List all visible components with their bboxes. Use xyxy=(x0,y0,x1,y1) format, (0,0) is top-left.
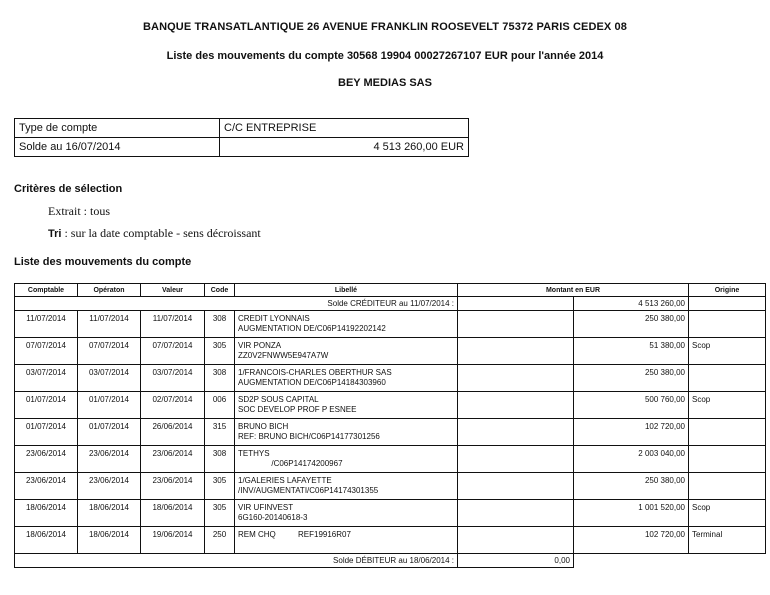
op-code: 315 xyxy=(205,419,235,446)
date-comptable: 23/06/2014 xyxy=(15,446,78,473)
libelle-line-2: /INV/AUGMENTATI/C06P14174301355 xyxy=(238,486,379,495)
opening-balance-row xyxy=(15,297,766,311)
libelle-line-1: CREDIT LYONNAIS xyxy=(238,314,310,323)
date-operation: 11/07/2014 xyxy=(78,311,141,338)
libelle-cell xyxy=(235,527,458,554)
account-info-table xyxy=(14,118,469,157)
account-type-row xyxy=(15,119,469,138)
sort-label: Tri xyxy=(48,228,62,240)
libelle-cell xyxy=(235,311,458,338)
amount-debit xyxy=(458,365,574,392)
criteria-extract: Extrait : tous xyxy=(48,204,110,218)
date-comptable: 03/07/2014 xyxy=(15,365,78,392)
origine-cell: Scop xyxy=(689,500,766,527)
table-header-row xyxy=(15,284,766,297)
table-row xyxy=(15,473,766,500)
libelle-line-1: 1/GALERIES LAFAYETTE xyxy=(238,476,332,485)
date-operation: 01/07/2014 xyxy=(78,419,141,446)
table-row xyxy=(15,500,766,527)
libelle-line-1: BRUNO BICH xyxy=(238,422,289,431)
op-code: 305 xyxy=(205,473,235,500)
date-operation: 18/06/2014 xyxy=(78,500,141,527)
op-code: 305 xyxy=(205,500,235,527)
company-name: BEY MEDIAS SAS xyxy=(338,77,432,89)
date-operation: 23/06/2014 xyxy=(78,446,141,473)
op-code: 305 xyxy=(205,338,235,365)
libelle-line-1: VIR UFINVEST xyxy=(238,503,294,512)
libelle-line-2: AUGMENTATION DE/C06P14192202142 xyxy=(238,324,386,333)
libelle-line-1: REM CHQ REF19916R07 xyxy=(238,530,351,539)
table-row xyxy=(15,392,766,419)
account-type-value: C/C ENTREPRISE xyxy=(220,119,469,138)
closing-credit-empty xyxy=(574,554,689,568)
date-valeur: 03/07/2014 xyxy=(141,365,205,392)
date-valeur: 23/06/2014 xyxy=(141,446,205,473)
date-operation: 03/07/2014 xyxy=(78,365,141,392)
libelle-line-2: /C06P14174200967 xyxy=(238,459,343,468)
date-valeur: 02/07/2014 xyxy=(141,392,205,419)
libelle-line-2: REF: BRUNO BICH/C06P14177301256 xyxy=(238,432,380,441)
movements-table xyxy=(14,283,766,568)
amount-credit: 250 380,00 xyxy=(574,365,689,392)
date-valeur: 07/07/2014 xyxy=(141,338,205,365)
libelle-cell xyxy=(235,419,458,446)
amount-credit: 102 720,00 xyxy=(574,419,689,446)
date-operation: 18/06/2014 xyxy=(78,527,141,554)
libelle-cell xyxy=(235,392,458,419)
origine-cell xyxy=(689,446,766,473)
amount-debit xyxy=(458,446,574,473)
date-valeur: 23/06/2014 xyxy=(141,473,205,500)
amount-debit xyxy=(458,527,574,554)
date-operation: 01/07/2014 xyxy=(78,392,141,419)
closing-balance-label: Solde DÉBITEUR au 18/06/2014 : xyxy=(15,554,458,568)
date-valeur: 26/06/2014 xyxy=(141,419,205,446)
col-code: Code xyxy=(205,284,235,297)
sort-text: : sur la date comptable - sens décroissant xyxy=(61,226,261,240)
opening-balance-label: Solde CRÉDITEUR au 11/07/2014 : xyxy=(15,297,458,311)
closing-origine-empty xyxy=(689,554,766,568)
col-comptable: Comptable xyxy=(15,284,78,297)
date-comptable: 01/07/2014 xyxy=(15,392,78,419)
amount-credit: 500 760,00 xyxy=(574,392,689,419)
date-valeur: 18/06/2014 xyxy=(141,500,205,527)
table-row xyxy=(15,365,766,392)
opening-balance-credit: 4 513 260,00 xyxy=(574,297,689,311)
date-valeur: 11/07/2014 xyxy=(141,311,205,338)
op-code: 308 xyxy=(205,311,235,338)
amount-debit xyxy=(458,473,574,500)
libelle-cell xyxy=(235,500,458,527)
amount-credit: 102 720,00 xyxy=(574,527,689,554)
libelle-line-2: AUGMENTATION DE/C06P14184303960 xyxy=(238,378,386,387)
account-statement-title: Liste des mouvements du compte 30568 19904 00027267107 EUR pour l'année 2014 xyxy=(166,50,604,62)
libelle-cell xyxy=(235,338,458,365)
amount-debit xyxy=(458,500,574,527)
balance-row xyxy=(15,138,469,157)
opening-origine xyxy=(689,297,766,311)
col-libelle: Libellé xyxy=(235,284,458,297)
op-code: 250 xyxy=(205,527,235,554)
criteria-heading: Critères de sélection xyxy=(14,183,123,195)
table-row xyxy=(15,527,766,554)
date-comptable: 07/07/2014 xyxy=(15,338,78,365)
col-origine: Origine xyxy=(689,284,766,297)
amount-credit: 51 380,00 xyxy=(574,338,689,365)
libelle-line-1: TETHYS xyxy=(238,449,270,458)
account-type-label: Type de compte xyxy=(15,119,220,138)
movements-heading: Liste des mouvements du compte xyxy=(14,256,192,268)
amount-debit xyxy=(458,311,574,338)
date-comptable: 18/06/2014 xyxy=(15,500,78,527)
libelle-cell xyxy=(235,365,458,392)
libelle-cell xyxy=(235,446,458,473)
origine-cell xyxy=(689,365,766,392)
date-valeur: 19/06/2014 xyxy=(141,527,205,554)
date-operation: 07/07/2014 xyxy=(78,338,141,365)
table-row xyxy=(15,338,766,365)
date-comptable: 18/06/2014 xyxy=(15,527,78,554)
origine-cell xyxy=(689,419,766,446)
amount-credit: 250 380,00 xyxy=(574,473,689,500)
opening-debit xyxy=(458,297,574,311)
date-comptable: 23/06/2014 xyxy=(15,473,78,500)
amount-credit: 2 003 040,00 xyxy=(574,446,689,473)
op-code: 308 xyxy=(205,365,235,392)
origine-cell xyxy=(689,473,766,500)
libelle-line-2: 6G160-20140618-3 xyxy=(238,513,308,522)
col-montant: Montant en EUR xyxy=(458,284,689,297)
bank-address-heading: BANQUE TRANSATLANTIQUE 26 AVENUE FRANKLIN ROOSEVELT 75372 PARIS CEDEX 08 xyxy=(143,21,627,33)
origine-cell: Terminal xyxy=(689,527,766,554)
criteria-sort xyxy=(48,226,261,241)
libelle-line-2: ZZ0V2FNWW5E947A7W xyxy=(238,351,329,360)
libelle-line-1: SD2P SOUS CAPITAL xyxy=(238,395,319,404)
table-row xyxy=(15,446,766,473)
amount-credit: 250 380,00 xyxy=(574,311,689,338)
amount-debit xyxy=(458,338,574,365)
date-comptable: 11/07/2014 xyxy=(15,311,78,338)
libelle-cell xyxy=(235,473,458,500)
origine-cell: Scop xyxy=(689,338,766,365)
origine-cell: Scop xyxy=(689,392,766,419)
amount-debit xyxy=(458,392,574,419)
col-valeur: Valeur xyxy=(141,284,205,297)
balance-label: Solde au 16/07/2014 xyxy=(15,138,220,157)
libelle-line-2: SOC DEVELOP PROF P ESNEE xyxy=(238,405,357,414)
amount-debit xyxy=(458,419,574,446)
amount-credit: 1 001 520,00 xyxy=(574,500,689,527)
col-operation: Opératon xyxy=(78,284,141,297)
date-operation: 23/06/2014 xyxy=(78,473,141,500)
origine-cell xyxy=(689,311,766,338)
op-code: 006 xyxy=(205,392,235,419)
table-row xyxy=(15,311,766,338)
op-code: 308 xyxy=(205,446,235,473)
date-comptable: 01/07/2014 xyxy=(15,419,78,446)
closing-balance-debit: 0,00 xyxy=(458,554,574,568)
libelle-line-1: VIR PONZA xyxy=(238,341,282,350)
closing-balance-row xyxy=(15,554,766,568)
balance-value: 4 513 260,00 EUR xyxy=(220,138,469,157)
table-row xyxy=(15,419,766,446)
libelle-line-1: 1/FRANCOIS-CHARLES OBERTHUR SAS xyxy=(238,368,392,377)
